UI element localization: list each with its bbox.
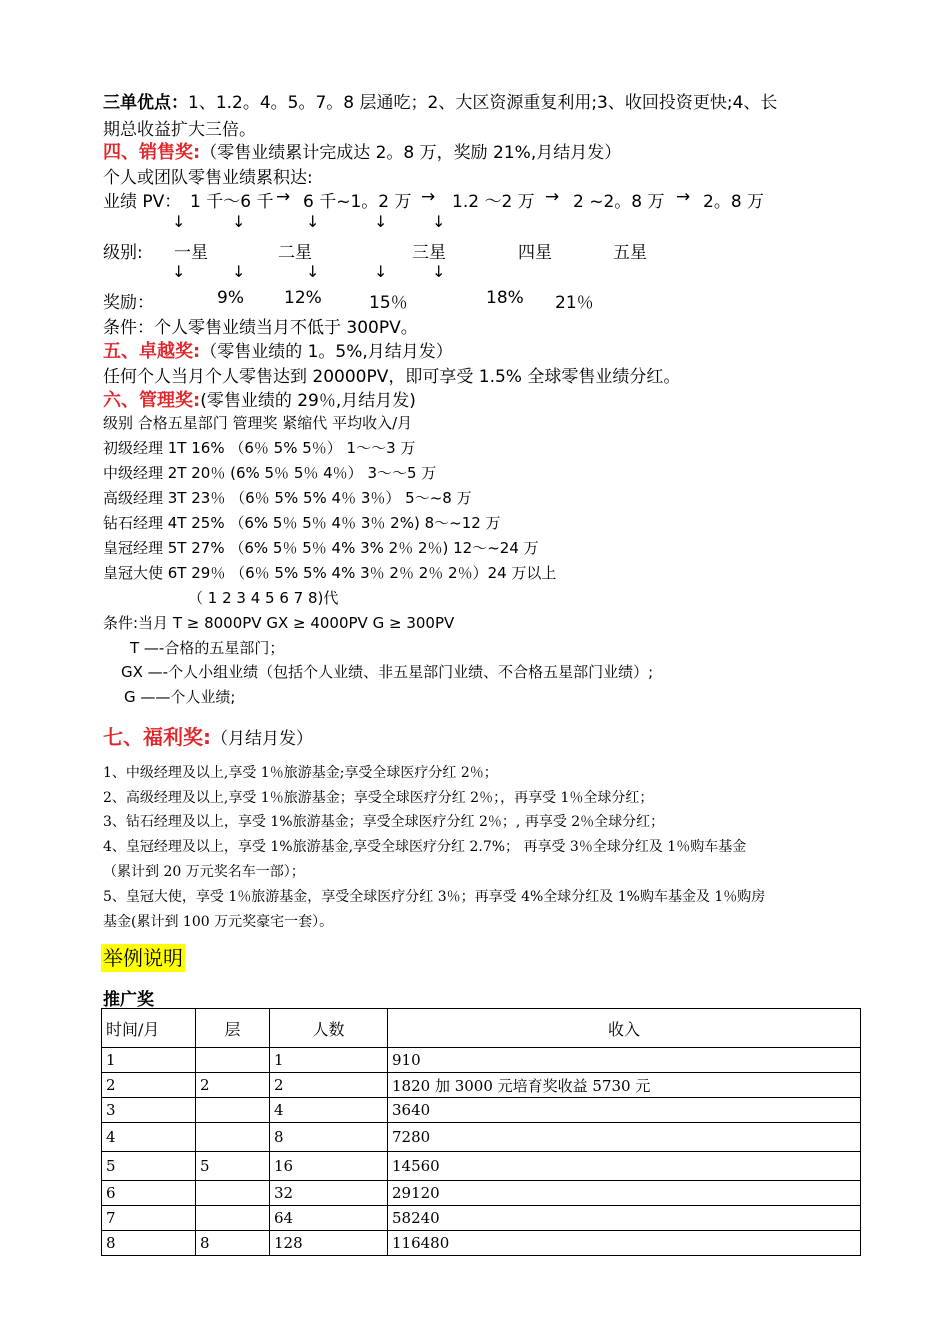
sec7-item-5: 5、皇冠大使，享受 1％旅游基金，享受全球医疗分红 3％；再享受 4%全球分红及 1%购车基金及 1％购房 xyxy=(103,889,766,905)
arrow-down-icon: ↓ xyxy=(432,262,446,281)
cell-month: 6 xyxy=(102,1181,196,1206)
pv-range-2: 6 千~1。2 万 xyxy=(303,192,412,212)
sec6-title: 六、管理奖: xyxy=(103,390,201,411)
cell-count: 64 xyxy=(270,1206,388,1231)
sec7-item-1: 1、中级经理及以上,享受 1％旅游基金;享受全球医疗分红 2％； xyxy=(103,765,498,781)
level-label: 级别: xyxy=(103,243,143,263)
cell-month: 7 xyxy=(102,1206,196,1231)
cell-layer xyxy=(196,1098,270,1123)
reward-4: 18% xyxy=(486,288,524,308)
cell-month: 4 xyxy=(102,1123,196,1152)
sec3-text1: 1、1.2。4。5。7。8 层通吃；2、大区资源重复利用;3、收回投资更快;4、长 xyxy=(188,93,778,113)
cell-count: 4 xyxy=(270,1098,388,1123)
arrow-right-4: → xyxy=(676,187,691,207)
arrow-down-icon: ↓ xyxy=(172,212,186,231)
level-1: 一星 xyxy=(174,243,208,263)
arrow-right-3: → xyxy=(545,187,560,207)
sec6-g-definition: G ——个人业绩; xyxy=(124,688,236,706)
table-row xyxy=(102,1206,861,1231)
sec5-sub: （零售业绩的 1。5%,月结月发） xyxy=(200,342,453,362)
level-2: 二星 xyxy=(278,243,312,263)
cell-income: 910 xyxy=(388,1048,861,1073)
arrow-right-2: → xyxy=(421,187,436,207)
sec3-line2: 期总收益扩大三倍。 xyxy=(103,120,256,140)
cell-layer: 5 xyxy=(196,1152,270,1181)
promotion-table xyxy=(101,1008,861,1256)
sec5-desc: 任何个人当月个人零售达到 20000PV，即可享受 1.5% 全球零售业绩分红。 xyxy=(103,367,681,387)
table-row xyxy=(102,1181,861,1206)
pv-range-4: 2 ~2。8 万 xyxy=(573,192,665,212)
sec6-header: 级别 合格五星部门 管理奖 紧缩代 平均收入/月 xyxy=(103,414,413,432)
sec6-t-definition: T —-合格的五星部门； xyxy=(130,639,285,657)
pv-range-3: 1.2 ～2 万 xyxy=(452,192,535,212)
table-row xyxy=(102,1098,861,1123)
sec4-sub: （零售业绩累计完成达 2。8 万，奖励 21%,月结月发） xyxy=(200,143,622,163)
sec6-row-1: 初级经理 1T 16% （6％ 5% 5％） 1～～3 万 xyxy=(103,439,416,457)
table-row xyxy=(102,1123,861,1152)
level-5: 五星 xyxy=(613,243,647,263)
arrow-down-icon: ↓ xyxy=(432,212,446,231)
cell-count: 16 xyxy=(270,1152,388,1181)
sec7-item-3: 3、钻石经理及以上，享受 1%旅游基金；享受全球医疗分红 2％；, 再享受 2％全球分红； xyxy=(103,814,665,830)
sec7-sub: （月结月发） xyxy=(211,729,313,749)
cell-income: 116480 xyxy=(388,1231,861,1256)
cell-income: 29120 xyxy=(388,1181,861,1206)
header-income: 收入 xyxy=(388,1009,861,1048)
reward-3: 15％ xyxy=(369,293,408,313)
cell-layer xyxy=(196,1048,270,1073)
sec6-sub: (零售业绩的 29％,月结月发) xyxy=(200,391,416,411)
cell-month: 2 xyxy=(102,1073,196,1098)
sec4-desc: 个人或团队零售业绩累积达: xyxy=(103,168,313,188)
cell-layer: 2 xyxy=(196,1073,270,1098)
arrow-right-1: → xyxy=(276,187,291,207)
sec4-heading xyxy=(103,138,621,164)
sec6-row-2: 中级经理 2T 20％ (6% 5％ 5％ 4％） 3～～5 万 xyxy=(103,464,437,482)
sec7-item-4: 4、皇冠经理及以上，享受 1%旅游基金,享受全球医疗分红 2.7%； 再享受 3％全球分红及 1％购车基金 xyxy=(103,839,747,855)
sec6-row-5: 皇冠经理 5T 27% （6% 5％ 5％ 4% 3% 2％ 2％) 12～~24 万 xyxy=(103,539,539,557)
sec7-title: 七、福利奖: xyxy=(103,725,211,749)
cell-layer: 8 xyxy=(196,1231,270,1256)
header-month: 时间/月 xyxy=(102,1009,196,1048)
sec5-heading xyxy=(103,337,453,363)
arrow-down-icon: ↓ xyxy=(232,262,246,281)
header-layer: 层 xyxy=(196,1009,270,1048)
arrow-down-icon: ↓ xyxy=(172,262,186,281)
cell-count: 32 xyxy=(270,1181,388,1206)
cell-month: 5 xyxy=(102,1152,196,1181)
table-row xyxy=(102,1152,861,1181)
sec6-generations: （ 1 2 3 4 5 6 7 8)代 xyxy=(188,589,339,607)
sec4-title: 四、销售奖: xyxy=(103,142,201,163)
sec6-condition: 条件:当月 T ≥ 8000PV GX ≥ 4000PV G ≥ 300PV xyxy=(103,614,455,632)
header-count: 人数 xyxy=(270,1009,388,1048)
cell-count: 128 xyxy=(270,1231,388,1256)
level-3: 三星 xyxy=(412,243,446,263)
table-header-row xyxy=(102,1009,861,1048)
sec5-title: 五、卓越奖: xyxy=(103,341,201,362)
sec6-row-3: 高级经理 3T 23％ （6％ 5% 5% 4％ 3％） 5～~8 万 xyxy=(103,489,472,507)
cell-income: 7280 xyxy=(388,1123,861,1152)
table-row xyxy=(102,1048,861,1073)
sec7-item-5-cont: 基金(累计到 100 万元奖豪宅一套）。 xyxy=(103,914,334,930)
reward-1: 9% xyxy=(217,288,244,308)
sec6-row-4: 钻石经理 4T 25% （6% 5％ 5％ 4％ 3％ 2%) 8～~12 万 xyxy=(103,514,501,532)
arrow-down-icon: ↓ xyxy=(232,212,246,231)
reward-2: 12% xyxy=(284,288,322,308)
arrow-down-icon: ↓ xyxy=(374,262,388,281)
sec6-row-6: 皇冠大使 6T 29％ （6％ 5% 5% 4% 3％ 2％ 2％ 2％）24 万以上 xyxy=(103,564,557,582)
level-4: 四星 xyxy=(518,243,552,263)
sec7-item-4-cont: （累计到 20 万元奖名车一部）； xyxy=(103,864,305,880)
cell-layer xyxy=(196,1123,270,1152)
sec7-heading xyxy=(103,721,313,750)
sec4-condition: 条件：个人零售业绩当月不低于 300PV。 xyxy=(103,318,418,338)
arrow-down-icon: ↓ xyxy=(374,212,388,231)
reward-5: 21％ xyxy=(555,293,594,313)
pv-range-5: 2。8 万 xyxy=(703,192,765,212)
pv-label: 业绩 PV： xyxy=(103,192,182,212)
pv-range-1: 1 千～6 千 xyxy=(190,192,274,212)
cell-layer xyxy=(196,1206,270,1231)
arrow-down-icon: ↓ xyxy=(306,262,320,281)
example-highlight: 举例说明 xyxy=(103,946,183,970)
cell-income: 1820 加 3000 元培育奖收益 5730 元 xyxy=(388,1073,861,1098)
cell-count: 2 xyxy=(270,1073,388,1098)
sec3-title: 三单优点： xyxy=(103,93,188,113)
cell-month: 8 xyxy=(102,1231,196,1256)
sec7-item-2: 2、高级经理及以上,享受 1％旅游基金；享受全球医疗分红 2％；，再享受 1％全球分红； xyxy=(103,790,654,806)
cell-count: 8 xyxy=(270,1123,388,1152)
sec3-line1 xyxy=(103,88,777,113)
sec6-gx-definition: GX —-个人小组业绩（包括个人业绩、非五星部门业绩、不合格五星部门业绩）; xyxy=(121,663,654,681)
cell-month: 3 xyxy=(102,1098,196,1123)
cell-count: 1 xyxy=(270,1048,388,1073)
table-row xyxy=(102,1073,861,1098)
arrow-down-icon: ↓ xyxy=(306,212,320,231)
example-subtitle: 推广奖 xyxy=(103,990,154,1010)
cell-month: 1 xyxy=(102,1048,196,1073)
table-row xyxy=(102,1231,861,1256)
cell-layer xyxy=(196,1181,270,1206)
cell-income: 14560 xyxy=(388,1152,861,1181)
sec6-heading xyxy=(103,386,416,412)
cell-income: 3640 xyxy=(388,1098,861,1123)
reward-label: 奖励： xyxy=(103,293,154,313)
cell-income: 58240 xyxy=(388,1206,861,1231)
